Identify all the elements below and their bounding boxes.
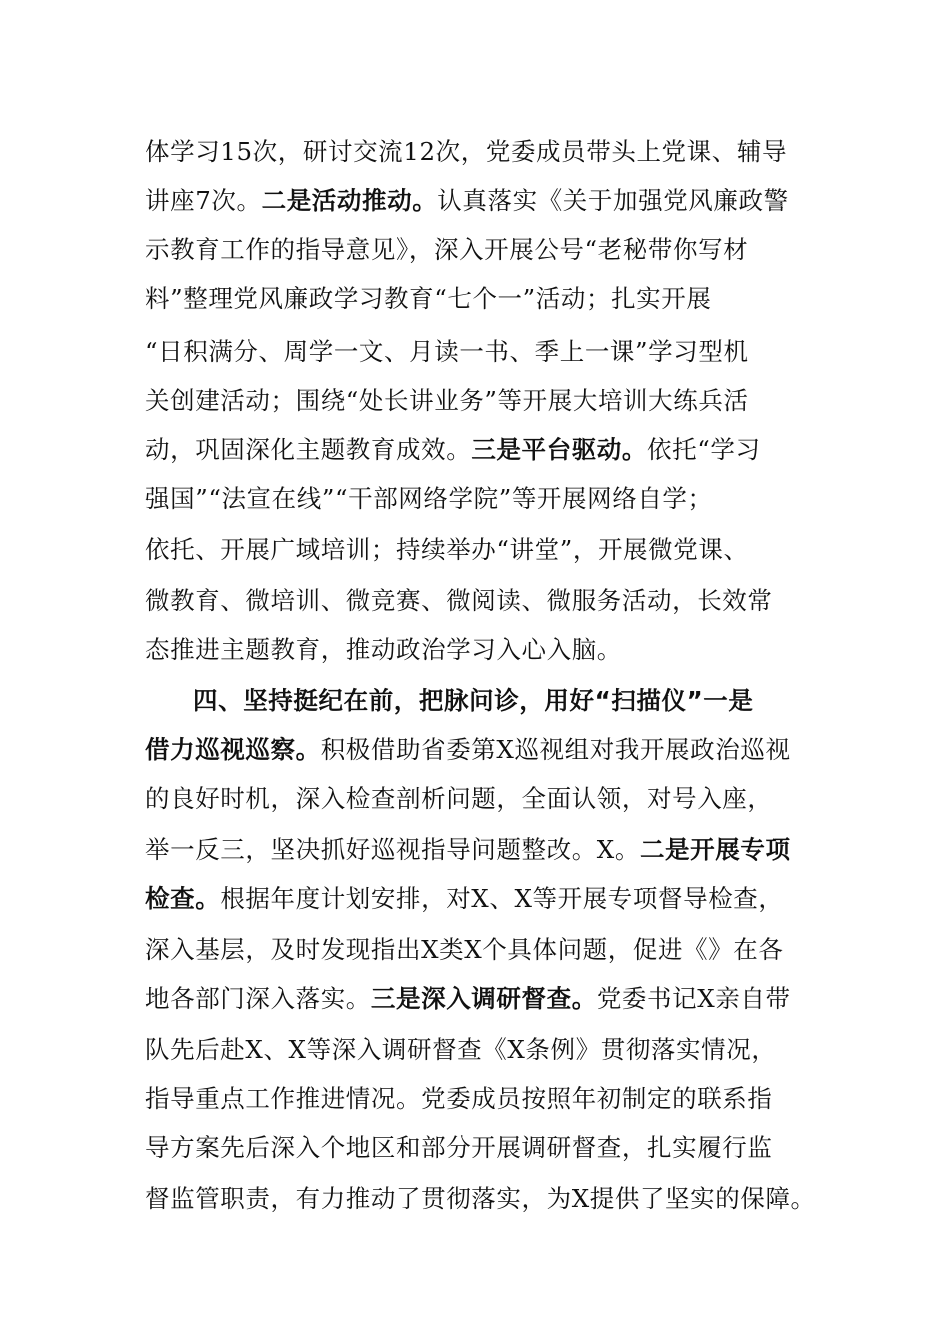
text-line: 动，巩固深化主题教育成效。三是平台驱动。依托“学习: [145, 435, 761, 464]
text-line: 指导重点工作推进情况。党委成员按照年初制定的联系指: [145, 1084, 773, 1113]
text-line: 关创建活动；围绕“处长讲业务”等开展大培训大练兵活: [145, 386, 749, 415]
text-line: 队先后赴X、X等深入调研督查《X条例》贯彻落实情况，: [145, 1035, 777, 1064]
text-line: 微教育、微培训、微竞赛、微阅读、微服务活动，长效常: [145, 586, 773, 615]
text-line: 检查。根据年度计划安排，对X、X等开展专项督导检查，: [145, 884, 784, 913]
text-line: 强国”“法宣在线”“干部网络学院”等开展网络自学；: [145, 484, 713, 513]
text-line: 举一反三，坚决抓好巡视指导问题整改。X。二是开展专项: [145, 835, 791, 864]
text-line: 深入基层，及时发现指出X类X个具体问题，促进《》在各: [145, 935, 784, 964]
text-line: 讲座7次。二是活动推动。认真落实《关于加强党风廉政警: [145, 186, 789, 215]
text-line: 地各部门深入落实。三是深入调研督查。党委书记X亲自带: [145, 984, 791, 1013]
text-line: 料”整理党风廉政学习教育“七个一”活动；扎实开展: [145, 284, 712, 313]
text-line: 借力巡视巡察。积极借助省委第X巡视组对我开展政治巡视: [145, 735, 791, 764]
text-line: 的良好时机，深入检查剖析问题，全面认领，对号入座，: [145, 784, 773, 813]
text-line: 督监管职责，有力推动了贯彻落实，为X提供了坚实的保障。: [145, 1184, 816, 1213]
text-line: 依托、开展广域培训；持续举办“讲堂”，开展微党课、: [145, 535, 749, 564]
text-line: 体学习15次，研讨交流12次，党委成员带头上党课、辅导: [145, 137, 788, 166]
section-heading: 四、坚持挺纪在前，把脉问诊，用好“扫描仪”一是: [193, 686, 754, 715]
text-line: 示教育工作的指导意见》，深入开展公号“老秘带你写材: [145, 235, 749, 264]
text-line: 导方案先后深入个地区和部分开展调研督查，扎实履行监: [145, 1133, 773, 1162]
text-line: 态推进主题教育，推动政治学习入心入脑。: [145, 635, 622, 664]
text-line: “日积满分、周学一文、月读一书、季上一课”学习型机: [145, 337, 749, 366]
